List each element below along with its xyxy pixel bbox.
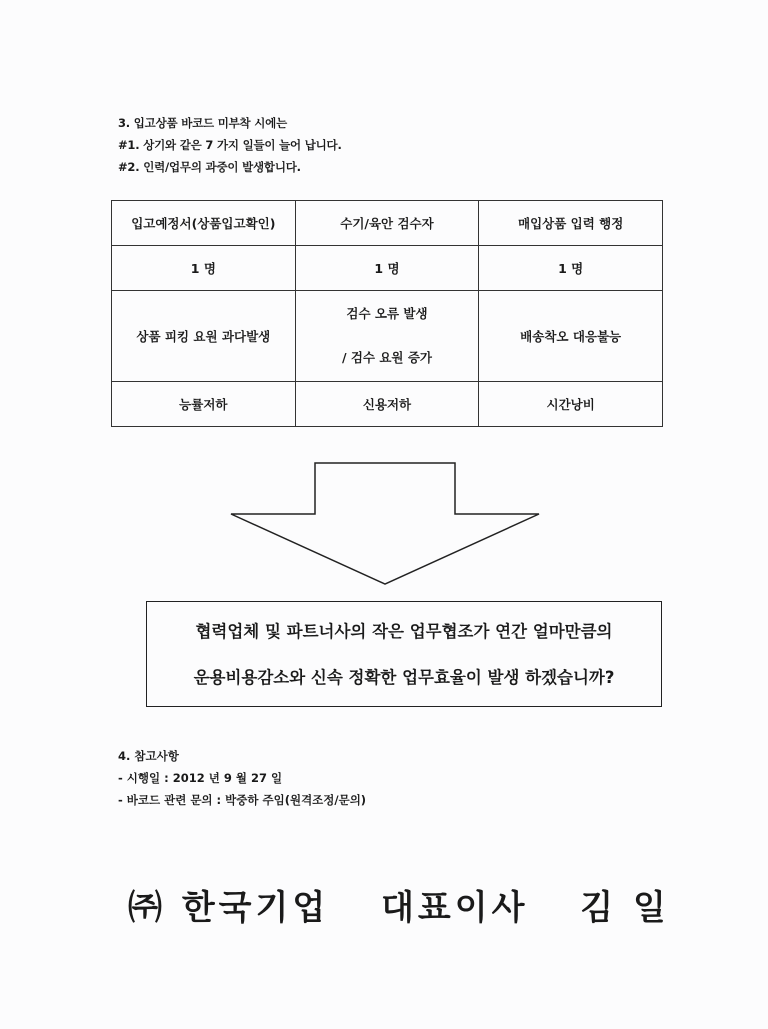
header-cell-entry: 매입상품 입력 행정 [479,201,663,246]
workload-table [111,200,663,427]
problem-cell-delivery: 배송착오 대응불능 [479,291,663,382]
question-line-2: 운용비용감소와 신속 정확한 업무효율이 발생 하겠습니까? [193,668,615,687]
section-4-heading: 4. 참고사항 [118,749,179,763]
count-cell: 1 명 [112,246,296,291]
table-row-effects [112,382,663,427]
question-box [146,601,662,707]
company-name: ㈜ 한국기업 [128,888,330,928]
table-row-counts [112,246,663,291]
section-4 [118,745,366,811]
problem-cell-picking: 상품 피킹 요원 과다발생 [112,291,296,382]
signature-block [128,880,668,929]
count-cell: 1 명 [479,246,663,291]
contact-info: - 바코드 관련 문의 : 박중하 주임(원격조정/문의) [118,793,367,807]
problem-line-2: / 검수 요원 증가 [341,350,433,365]
effective-date: - 시행일 : 2012 년 9 월 27 일 [118,771,283,785]
representative-name: 김 일 [580,888,670,928]
section-3-heading: 3. 입고상품 바코드 미부착 시에는 [118,116,288,130]
problem-line-1: 검수 오류 발생 [346,306,428,321]
representative-title: 대표이사 [381,888,529,928]
problem-cell-inspection [295,291,479,382]
table-row-problems [112,291,663,382]
section-3-line-2: #2. 인력/업무의 과중이 발생합니다. [118,160,301,174]
header-cell-inspector: 수기/육안 검수자 [295,201,479,246]
question-line-1: 협력업체 및 파트너사의 작은 업무협조가 연간 얼마만큼의 [195,622,613,641]
section-3 [118,112,342,178]
effect-cell: 시간낭비 [479,382,663,427]
section-3-line-1: #1. 상기와 같은 7 가지 일들이 늘어 납니다. [118,138,342,152]
effect-cell: 신용저하 [295,382,479,427]
header-cell-receiving: 입고예정서(상품입고확인) [112,201,296,246]
effect-cell: 능률저하 [112,382,296,427]
count-cell: 1 명 [295,246,479,291]
table-row-headers [112,201,663,246]
down-arrow-icon [230,462,540,586]
